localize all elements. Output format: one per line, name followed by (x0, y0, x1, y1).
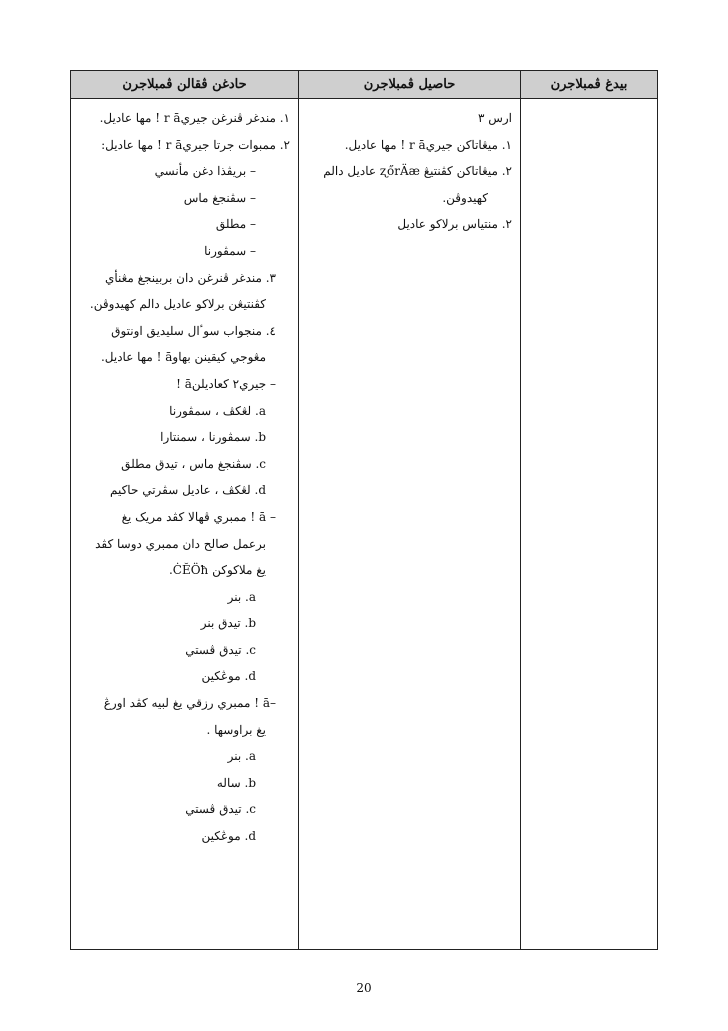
outcomes-list (299, 99, 520, 238)
text-line: برعمل صالح دان ممبري دوسا كڤد (95, 536, 266, 551)
text-line: a. بنر (227, 749, 256, 764)
text-line: c. تيدق ڤستي (185, 802, 256, 817)
table-header-row (71, 71, 658, 99)
text-line: ١. مندغر ڤنرغن جيريr ā ! مها عاديل. (99, 111, 290, 125)
text-line: ارس ٣ (477, 111, 512, 125)
text-line: يغ براوسها . (206, 722, 266, 737)
text-line: ٣. مندغر ڤنرغن دان بربينجغ مڠنأي (104, 270, 276, 285)
text-line: – بريڤذا دغن مأنسي (154, 164, 256, 179)
table-body-row (71, 99, 658, 950)
text-line: يغ ملاكوكن ĊĔÖħ. (168, 563, 266, 578)
text-line: ٢. ممبوات جرتا جيريr ā ! مها عاديل: (101, 137, 290, 152)
text-line: – سڤنجغ ماس (183, 190, 256, 205)
activities-list (71, 99, 298, 850)
learning-area-cell (521, 99, 658, 950)
text-line: d. موڠكين (201, 829, 256, 844)
text-line: b. تيدق بنر (200, 616, 256, 631)
text-line: ٢. ميڠاتاكن كڤنتيڠ ʐőrÄæ عاديل دالم (323, 164, 512, 179)
header-teaching-activities: حادغن ڤقالن ڤمبلاجرن (71, 71, 299, 99)
text-line: – ā ! ممبري ڤهالا كڤد مريک يغ (121, 509, 276, 524)
text-line: a. لڠكڤ ، سمڤورنا (169, 403, 266, 418)
lesson-plan-table (70, 70, 658, 950)
text-line: كڤنتيڠن برلاكو عاديل دالم كهيدوڤن. (89, 297, 266, 312)
header-learning-area: بيدغ ڤمبلاجرن (521, 71, 658, 99)
text-line: c. تيدق ڤستي (185, 642, 256, 657)
page-number: 20 (356, 981, 372, 995)
text-line: – مطلق (215, 217, 256, 232)
text-line: – جيري٢ كعاديلنā ! (176, 376, 276, 391)
text-line: كهيدوڤن. (442, 190, 488, 205)
text-line: b. سمڤورنا ، سمنتارا (160, 430, 266, 445)
text-line: –ā ! ممبري رزقي يغ لبيه كڤد اورڠ (103, 696, 276, 711)
text-line: a. بنر (227, 589, 256, 604)
text-line: – سمڤورنا (204, 243, 256, 258)
header-learning-outcomes: حاصيل ڤمبلاجرن (299, 71, 521, 99)
text-line: ٤. منجواب سوٴال سليديق اونتوق (111, 323, 276, 338)
text-line: c. سڤنجغ ماس ، تيدق مطلق (121, 456, 266, 471)
text-line: d. لڠكڤ ، عاديل سڤرتي حاكيم (109, 483, 266, 498)
activities-cell (71, 99, 299, 950)
text-line: ٢. منتياس برلاكو عاديل (397, 217, 512, 232)
outcomes-cell (299, 99, 521, 950)
text-line: ١. ميڠاتاكن جيريr ā ! مها عاديل. (344, 137, 512, 152)
text-line: b. ساله (216, 775, 256, 790)
text-line: d. موڠكين (201, 669, 256, 684)
text-line: مڠوجي كيقينن بهاوā ! مها عاديل. (100, 350, 266, 365)
